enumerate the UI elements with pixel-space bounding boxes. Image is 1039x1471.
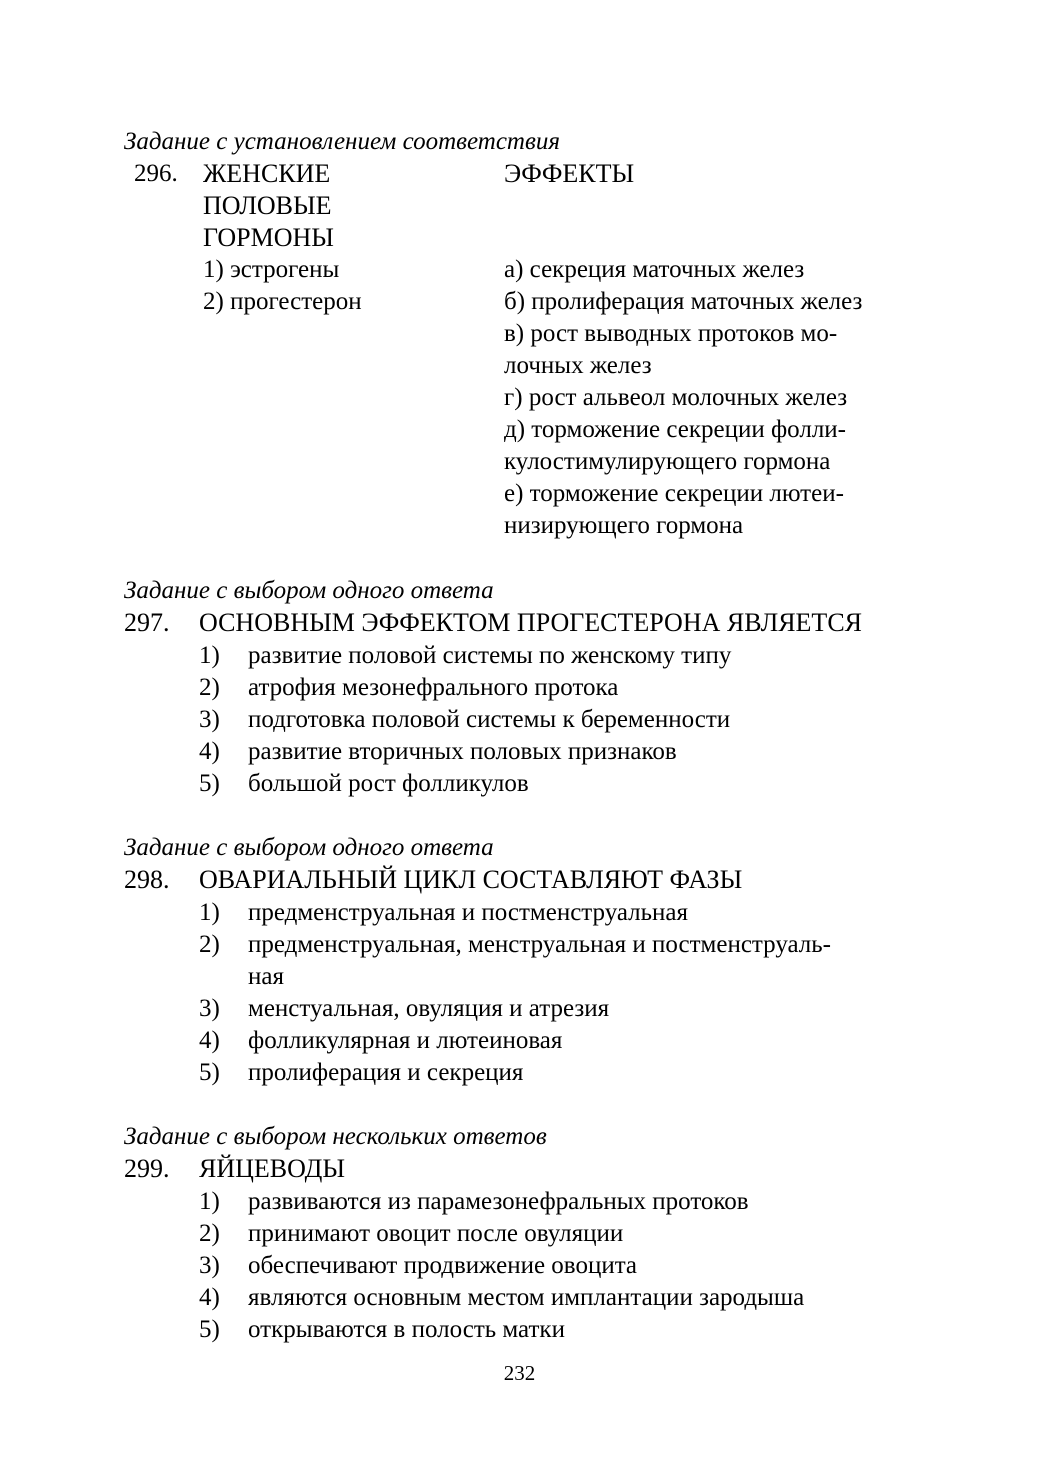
option-number: 3) xyxy=(199,995,220,1022)
option-number: 5) xyxy=(199,1316,220,1343)
question-text: ЯЙЦЕВОДЫ xyxy=(199,1154,346,1183)
option-number: 1) xyxy=(199,1188,220,1215)
left-item: 1) эстрогены xyxy=(203,256,340,283)
option-text: открываются в полость матки xyxy=(248,1316,565,1343)
option-text: предменструальная, менструальная и постменструаль- xyxy=(248,931,832,958)
question-number: 297. xyxy=(124,608,170,637)
task-type-heading: Задание с выбором одного ответа xyxy=(124,834,494,861)
left-item: 2) прогестерон xyxy=(203,288,362,315)
task-type-heading: Задание с выбором одного ответа xyxy=(124,577,494,604)
page-number: 232 xyxy=(503,1361,536,1385)
right-item: е) торможение секреции лютеи- xyxy=(504,480,844,507)
option-number: 4) xyxy=(199,1027,220,1054)
left-column-header: ЖЕНСКИЕ xyxy=(203,159,331,188)
option-text: большой рост фолликулов xyxy=(248,770,529,797)
option-text: пролиферация и секреция xyxy=(248,1059,524,1086)
question-text: ОСНОВНЫМ ЭФФЕКТОМ ПРОГЕСТЕРОНА ЯВЛЯЕТСЯ xyxy=(199,608,862,637)
option-number: 4) xyxy=(199,738,220,765)
right-item: г) рост альвеол молочных желез xyxy=(504,384,848,411)
option-number: 2) xyxy=(199,1220,220,1247)
option-text: атрофия мезонефрального протока xyxy=(248,674,619,701)
option-text: развиваются из парамезонефральных протоков xyxy=(248,1188,749,1215)
right-column-header: ЭФФЕКТЫ xyxy=(504,159,635,188)
right-item: низирующего гормона xyxy=(504,512,744,539)
option-text: являются основным местом имплантации зародыша xyxy=(248,1284,805,1311)
question-number: 296. xyxy=(134,160,178,187)
right-item: кулостимулирующего гормона xyxy=(504,448,831,475)
right-item: лочных желез xyxy=(504,352,652,379)
task-type-heading: Задание с выбором нескольких ответов xyxy=(124,1123,547,1150)
option-text: обеспечивают продвижение овоцита xyxy=(248,1252,638,1279)
option-text: развитие половой системы по женскому типу xyxy=(248,642,732,669)
option-text: развитие вторичных половых признаков xyxy=(248,738,677,765)
option-number: 3) xyxy=(199,706,220,733)
right-item: а) секреция маточных желез xyxy=(504,256,805,283)
right-item: д) торможение секреции фолли- xyxy=(504,416,847,443)
option-number: 2) xyxy=(199,931,220,958)
left-column-header: ПОЛОВЫЕ xyxy=(203,191,332,220)
option-text: подготовка половой системы к беременности xyxy=(248,706,731,733)
question-number: 298. xyxy=(124,865,170,894)
right-item: в) рост выводных протоков мо- xyxy=(504,320,838,347)
option-number: 4) xyxy=(199,1284,220,1311)
task-type-heading: Задание с установлением соответствия xyxy=(124,128,560,155)
option-text: принимают овоцит после овуляции xyxy=(248,1220,624,1247)
left-column-header: ГОРМОНЫ xyxy=(203,223,334,252)
option-text: предменструальная и постменструальная xyxy=(248,899,689,926)
option-text-continuation: ная xyxy=(248,963,284,990)
option-number: 1) xyxy=(199,642,220,669)
option-number: 2) xyxy=(199,674,220,701)
option-number: 3) xyxy=(199,1252,220,1279)
option-number: 5) xyxy=(199,770,220,797)
right-item: б) пролиферация маточных желез xyxy=(504,288,863,315)
option-text: фолликулярная и лютеиновая xyxy=(248,1027,563,1054)
question-number: 299. xyxy=(124,1154,170,1183)
option-number: 1) xyxy=(199,899,220,926)
question-text: ОВАРИАЛЬНЫЙ ЦИКЛ СОСТАВЛЯЮТ ФАЗЫ xyxy=(199,865,743,894)
option-number: 5) xyxy=(199,1059,220,1086)
option-text: менстуальная, овуляция и атрезия xyxy=(248,995,610,1022)
